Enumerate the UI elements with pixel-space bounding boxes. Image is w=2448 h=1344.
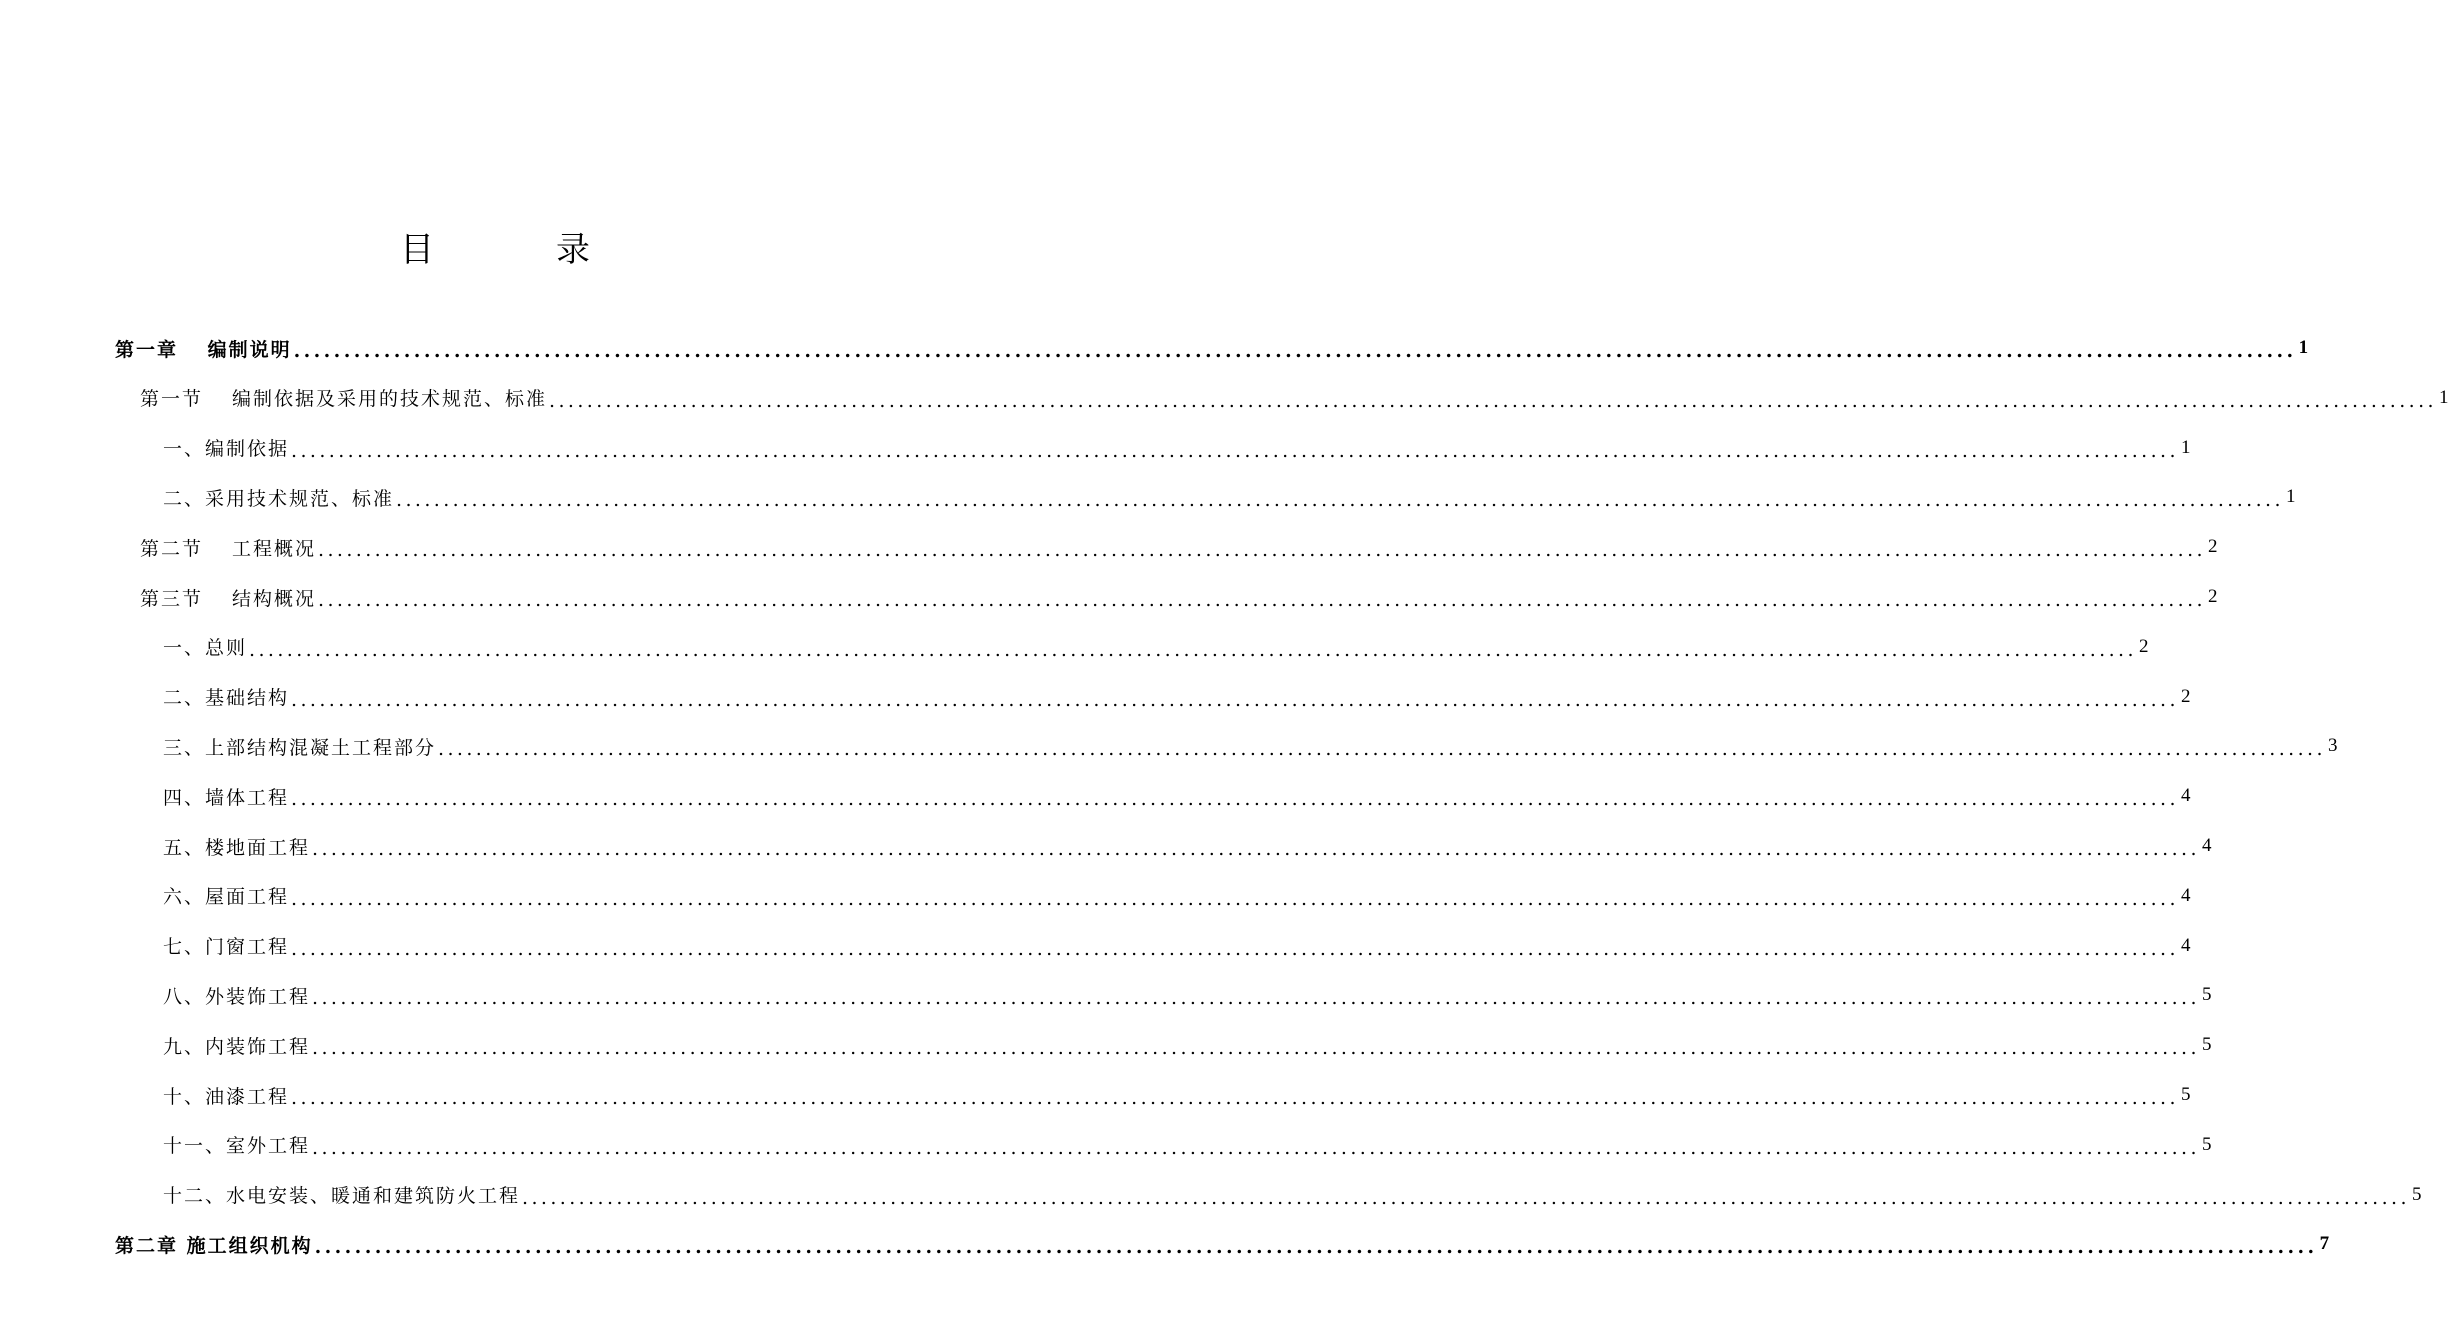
toc-entry-label: 二、采用技术规范、标准 <box>163 487 395 510</box>
toc-entry-label: 十、油漆工程 <box>163 1085 290 1108</box>
toc-entry[interactable] <box>140 572 2218 622</box>
dot-leader: ........................................................................................................................................................................................................ <box>549 389 2437 412</box>
toc-entry-label: 八、外装饰工程 <box>163 985 311 1008</box>
toc-entry-page-number: 1 <box>2438 386 2448 408</box>
toc-entry-label: 四、墙体工程 <box>163 786 290 809</box>
dot-leader: ........................................................................................................................................................................................................ <box>291 688 2179 711</box>
toc-entry-page-number: 5 <box>2180 1084 2191 1105</box>
toc-entry[interactable] <box>163 1170 2422 1220</box>
toc-entry-page-number: 1 <box>2285 486 2296 508</box>
toc-entry[interactable] <box>163 871 2191 921</box>
toc-entry-label: 一、总则 <box>163 637 248 660</box>
toc-entry-page-number: 1 <box>2298 337 2309 358</box>
toc-entry-page-number: 5 <box>2201 984 2212 1006</box>
toc-entry-label: 十一、室外工程 <box>163 1135 311 1158</box>
toc-entry[interactable] <box>163 622 2149 672</box>
dot-leader: ........................................................................................................................................................................................................ <box>291 937 2179 960</box>
toc-entry-label: 第三节 结构概况 <box>140 587 317 610</box>
toc-entry-label: 第一章 编制说明 <box>115 338 292 361</box>
toc-entry-label: 五、楼地面工程 <box>163 836 311 859</box>
title-char-1: 目 <box>400 230 434 270</box>
toc-entry-page-number: 1 <box>2180 436 2191 458</box>
toc-entry[interactable] <box>163 821 2212 871</box>
toc-entry-page-number: 4 <box>2180 785 2191 807</box>
toc-entry-page-number: 2 <box>2207 536 2218 558</box>
dot-leader: ........................................................................................................................................................................................................ <box>312 1037 2200 1060</box>
dot-leader: ........................................................................................................................................................................................................ <box>291 1087 2179 1109</box>
toc-entry[interactable] <box>115 1219 2330 1269</box>
toc-entry-page-number: 4 <box>2180 884 2191 906</box>
dot-leader: ........................................................................................................................................................................................................ <box>291 788 2179 811</box>
dot-leader: ........................................................................................................................................................................................................ <box>312 1136 2200 1159</box>
toc-entry[interactable] <box>163 423 2191 473</box>
dot-leader: ........................................................................................................................................................................................................ <box>396 489 2284 512</box>
toc-entry[interactable] <box>140 373 2448 423</box>
toc-entry[interactable] <box>115 323 2309 373</box>
dot-leader: ........................................................................................................................................................................................................ <box>312 987 2200 1010</box>
toc-entry-label: 七、门窗工程 <box>163 936 290 959</box>
toc-entry-page-number: 2 <box>2138 635 2149 657</box>
toc-entry-label: 第二章 施工组织机构 <box>115 1234 313 1257</box>
toc-entry-label: 第二节 工程概况 <box>140 537 317 560</box>
dot-leader: ........................................................................................................................................................................................................ <box>318 589 2206 611</box>
toc-entry-page-number: 7 <box>2319 1233 2330 1255</box>
toc-entry[interactable] <box>163 771 2191 821</box>
toc-entry[interactable] <box>163 921 2191 971</box>
toc-entry-page-number: 3 <box>2327 735 2338 757</box>
toc-entry-label: 十二、水电安装、暖通和建筑防火工程 <box>163 1185 521 1208</box>
toc-entry-label: 一、编制依据 <box>163 438 290 461</box>
toc-entry-page-number: 5 <box>2411 1183 2422 1205</box>
dot-leader: ........................................................................................................................................................................................................ <box>318 539 2206 562</box>
toc-entry-label: 九、内装饰工程 <box>163 1035 311 1058</box>
title-char-2: 录 <box>556 230 590 270</box>
toc-entry[interactable] <box>163 472 2296 522</box>
toc-entry[interactable] <box>163 1020 2212 1070</box>
dot-leader: ........................................................................................................................................................................................................ <box>293 340 2297 362</box>
toc-entry-label: 二、基础结构 <box>163 687 290 710</box>
dot-leader: ........................................................................................................................................................................................................ <box>522 1186 2410 1209</box>
toc-entry-page-number: 5 <box>2201 1133 2212 1155</box>
toc-entry-page-number: 5 <box>2201 1034 2212 1056</box>
toc-entry-page-number: 4 <box>2201 835 2212 856</box>
toc-entry-page-number: 2 <box>2180 685 2191 707</box>
toc-entry[interactable] <box>140 522 2218 572</box>
toc-entry[interactable] <box>163 970 2212 1020</box>
dot-leader: ........................................................................................................................................................................................................ <box>249 638 2137 661</box>
dot-leader: ........................................................................................................................................................................................................ <box>312 838 2200 860</box>
dot-leader: ........................................................................................................................................................................................................ <box>314 1236 2318 1259</box>
dot-leader: ........................................................................................................................................................................................................ <box>438 738 2326 761</box>
toc-entry-page-number: 2 <box>2207 586 2218 607</box>
toc-entry[interactable] <box>163 672 2191 722</box>
dot-leader: ........................................................................................................................................................................................................ <box>291 439 2179 462</box>
toc-entry-label: 第一节 编制依据及采用的技术规范、标准 <box>140 388 548 411</box>
toc-entry[interactable] <box>163 1070 2191 1120</box>
toc-entry[interactable] <box>163 721 2338 771</box>
dot-leader: ........................................................................................................................................................................................................ <box>291 887 2179 910</box>
toc-entry[interactable] <box>163 1120 2212 1170</box>
toc-entry-page-number: 4 <box>2180 934 2191 956</box>
toc-entry-label: 六、屋面工程 <box>163 886 290 909</box>
toc-entry-label: 三、上部结构混凝土工程部分 <box>163 736 437 759</box>
